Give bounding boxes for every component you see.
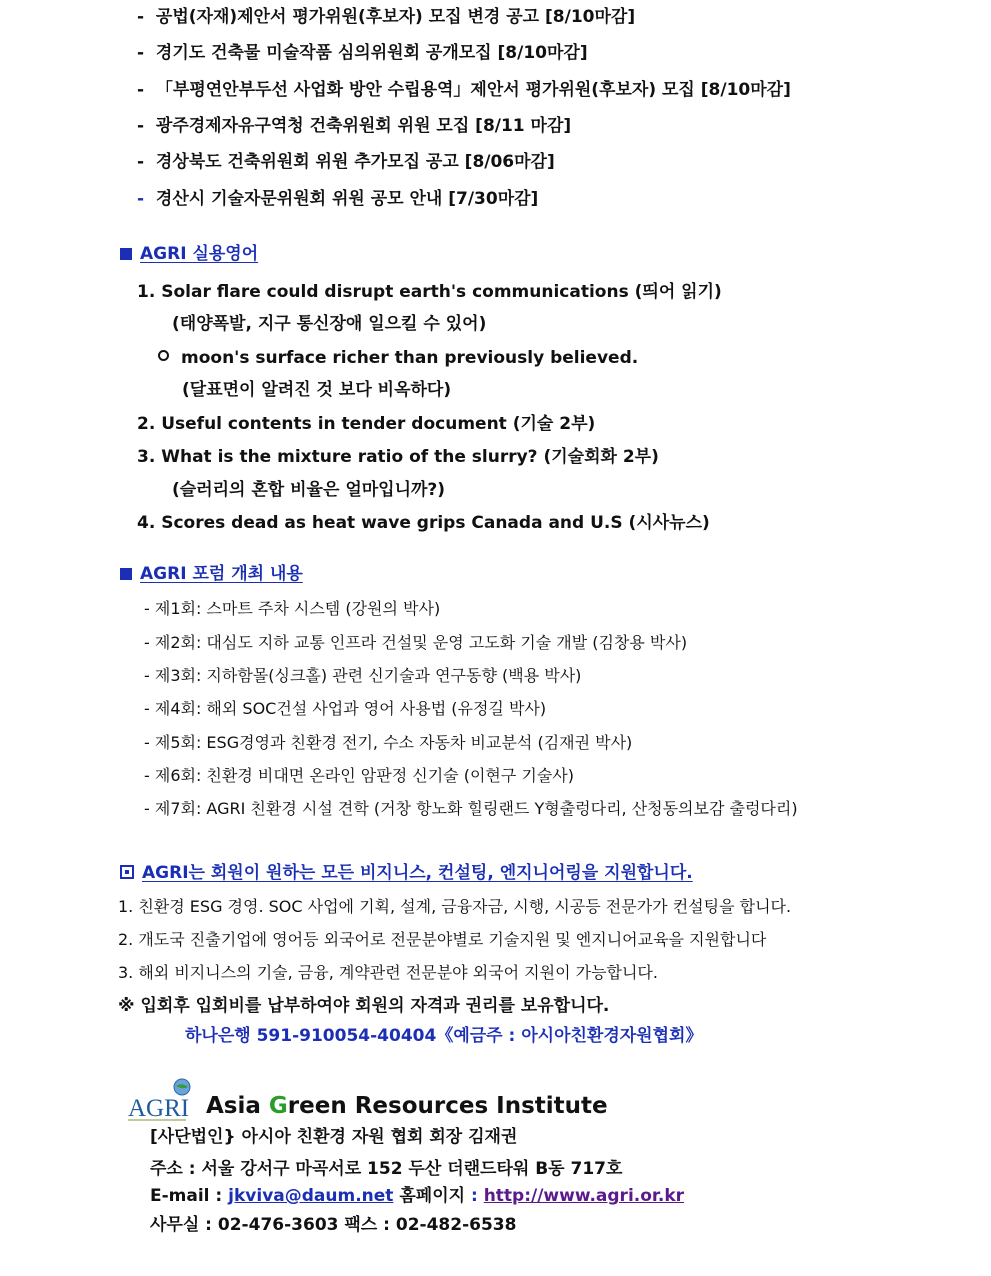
- notice-item: [137, 118, 571, 135]
- bank-account: 하나은행 591-910054-40404《예금주 : 아시아친환경자원협회》: [185, 1026, 703, 1046]
- square-outline-bullet-icon: [120, 865, 134, 879]
- notice-text: 경산시 기술자문위원회 위원 공모 안내 [7/30마감]: [155, 189, 539, 209]
- agri-logo: [126, 1078, 196, 1124]
- notice-text: 경기도 건축물 미술작품 심의위원회 공개모집 [8/10마감]: [155, 43, 588, 63]
- forum-item: - 제7회: AGRI 친환경 시설 견학 (거창 항노화 힐링랜드 Y형출렁다리, 산청동의보감 출렁다리): [144, 799, 798, 818]
- notice-text: 「부평연안부두선 사업화 방안 수립용역」제안서 평가위원(후보자) 모집 [8/10마감]: [155, 80, 791, 100]
- notice-dash: -: [137, 189, 145, 209]
- english-translation: (달표면이 알려진 것 보다 비옥하다): [182, 380, 452, 400]
- notice-text: 광주경제자유구역청 건축위원회 위원 모집 [8/11 마감]: [155, 116, 572, 136]
- square-bullet-icon: [120, 248, 132, 260]
- notice-dash: -: [137, 80, 145, 100]
- support-heading: AGRI는 회원이 원하는 모든 비지니스, 컨설팅, 엔지니어링을 지원합니다.: [120, 865, 693, 882]
- notice-dash: -: [137, 7, 145, 27]
- support-item: 3. 해외 비지니스의 기술, 금융, 계약관련 전문분야 외국어 지원이 가능합니다.: [118, 963, 658, 982]
- notice-item: [137, 154, 555, 171]
- logo-text: AGRI: [128, 1095, 190, 1122]
- notice-item: [137, 82, 791, 99]
- english-item: moon's surface richer than previously believed.: [158, 350, 638, 367]
- notice-dash: -: [137, 116, 145, 136]
- forum-heading: AGRI 포럼 개최 내용: [120, 566, 303, 583]
- notice-item: [137, 191, 538, 208]
- english-item: 3. What is the mixture ratio of the slurry? (기술회화 2부): [137, 447, 659, 467]
- notice-dash: -: [137, 152, 145, 172]
- circle-bullet-icon: [158, 350, 169, 361]
- support-item: 1. 친환경 ESG 경영. SOC 사업에 기획, 설계, 금융자금, 시행, 시공등 전문가가 컨설팅을 합니다.: [118, 897, 792, 916]
- forum-item: - 제4회: 해외 SOC건설 사업과 영어 사용법 (유정길 박사): [144, 699, 547, 718]
- english-item: 1. Solar flare could disrupt earth's communications (띄어 읽기): [137, 282, 722, 302]
- forum-item: - 제3회: 지하함몰(싱크홀) 관련 신기술과 연구동향 (백용 박사): [144, 666, 582, 685]
- notice-item: [137, 45, 588, 62]
- homepage-link[interactable]: http://www.agri.or.kr: [483, 1186, 685, 1206]
- forum-item: - 제6회: 친환경 비대면 온라인 암판정 신기술 (이현구 기술사): [144, 766, 575, 785]
- contact-line: E-mail : jkviva@daum.net 홈페이지 : http://www.agri.or.kr: [150, 1186, 685, 1206]
- membership-note: ※ 입회후 입회비를 납부하여야 회원의 자격과 권리를 보유합니다.: [118, 996, 610, 1016]
- notice-dash: -: [137, 43, 145, 63]
- email-link[interactable]: jkviva@daum.net: [228, 1186, 394, 1206]
- forum-item: - 제1회: 스마트 주차 시스템 (강원의 박사): [144, 599, 441, 618]
- address: 주소 : 서울 강서구 마곡서로 152 두산 더랜드타워 B동 717호: [150, 1159, 623, 1179]
- english-item: 2. Useful contents in tender document (기술 2부): [137, 414, 596, 434]
- institute-name: Asia Green Resources Institute: [206, 1093, 608, 1119]
- org-name: [사단법인} 아시아 친환경 자원 협회 회장 김재권: [150, 1127, 518, 1147]
- forum-item: - 제5회: ESG경영과 친환경 전기, 수소 자동차 비교분석 (김재권 박사): [144, 733, 633, 752]
- square-bullet-icon: [120, 568, 132, 580]
- english-heading: AGRI 실용영어: [120, 246, 258, 263]
- notice-item: [137, 9, 635, 26]
- support-item: 2. 개도국 진출기업에 영어등 외국어로 전문분야별로 기술지원 및 엔지니어교육을 지원합니다: [118, 930, 767, 949]
- english-translation: (태양폭발, 지구 통신장애 일으킬 수 있어): [172, 314, 487, 334]
- forum-item: - 제2회: 대심도 지하 교통 인프라 건설및 운영 고도화 기술 개발 (김창용 박사): [144, 633, 688, 652]
- notice-text: 공법(자재)제안서 평가위원(후보자) 모집 변경 공고 [8/10마감]: [155, 7, 636, 27]
- notice-text: 경상북도 건축위원회 위원 추가모집 공고 [8/06마감]: [155, 152, 555, 172]
- english-item: 4. Scores dead as heat wave grips Canada and U.S (시사뉴스): [137, 513, 710, 533]
- phone-fax: 사무실 : 02-476-3603 팩스 : 02-482-6538: [150, 1215, 517, 1235]
- english-translation: (슬러리의 혼합 비율은 얼마입니까?): [172, 480, 446, 500]
